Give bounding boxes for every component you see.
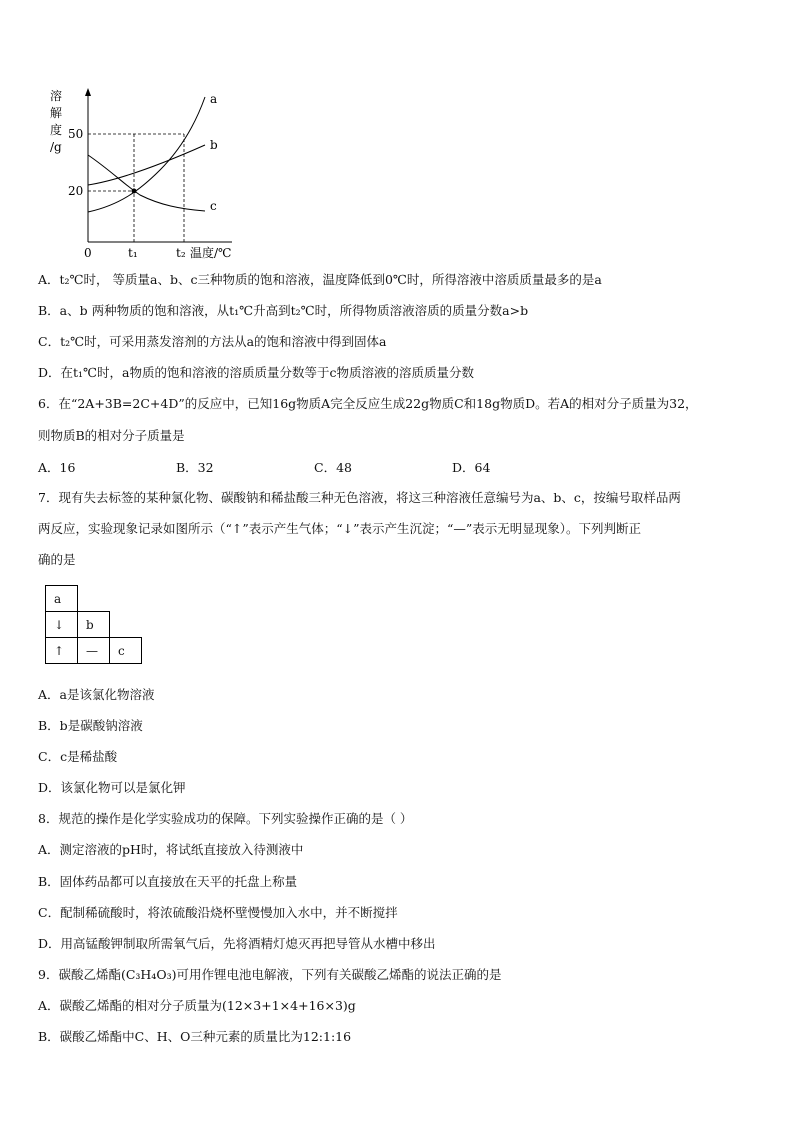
q7-stem-line2: 两反应，实验现象记录如图所示（“↑”表示产生气体；“↓”表示产生沉淀；“—”表示无明显现象）。下列判断正 [38,521,642,536]
y-tick-20: 20 [68,184,84,198]
curve-label-c: c [210,199,217,213]
curve-label-a: a [210,92,218,106]
cell-b: b [78,612,110,638]
cell-a: a [46,586,78,612]
curve-a [88,97,205,212]
q6-stem-line1: 6．在“2A+3B=2C+4D”的反应中，已知16g物质A完全反应生成22g物质C和18g物质D。若A的相对分子质量为32， [38,396,698,411]
q9-option-a: A．碳酸乙烯酯的相对分子质量为(12×3+1×4+16×3)g [38,998,356,1013]
q5-option-c: C．t₂℃时，可采用蒸发溶剂的方法从a的饱和溶液中得到固体a [38,334,387,349]
q7-stem-line1: 7．现有失去标签的某种氯化物、碳酸钠和稀盐酸三种无色溶液，将这三种溶液任意编号为a、b、c，按编号取样品两 [38,490,681,505]
y-label-1: 溶 [50,89,63,103]
curve-b [88,145,205,185]
x-tick-t2: t₂ [176,246,186,260]
q5-option-b: B．a、b 两种物质的饱和溶液，从t₁℃升高到t₂℃时，所得物质溶液溶质的质量分数a>b [38,303,529,318]
q7-stem-line3: 确的是 [38,552,76,567]
q8-option-d: D．用高锰酸钾制取所需氧气后，先将酒精灯熄灭再把导管从水槽中移出 [38,936,436,951]
curve-label-b: b [210,138,218,152]
q8-stem: 8．规范的操作是化学实验成功的保障。下列实验操作正确的是（ ） [38,811,413,826]
q8-option-a: A．测定溶液的pH时，将试纸直接放入待测液中 [38,842,304,857]
intersection-point [132,189,137,194]
q6-option-c: C．48 [314,460,352,475]
q7-option-b: B．b是碳酸钠溶液 [38,718,143,733]
q9-stem: 9．碳酸乙烯酯(C₃H₄O₃)可用作锂电池电解液，下列有关碳酸乙烯酯的说法正确的是 [38,967,502,982]
q7-option-a: A．a是该氯化物溶液 [38,687,155,702]
cell-ab: ↓ [46,612,78,638]
q6-option-b: B．32 [176,460,214,475]
y-axis-arrow [85,88,91,96]
x-tick-t1: t₁ [128,246,138,260]
solubility-graph [40,85,250,260]
cell-c: c [110,638,142,664]
y-label-2: 解 [50,106,63,120]
cell-ac: ↑ [46,638,78,664]
q7-option-d: D．该氯化物可以是氯化钾 [38,780,186,795]
q7-option-c: C．c是稀盐酸 [38,749,118,764]
y-tick-50: 50 [68,127,84,141]
x-tick-0: 0 [84,246,92,260]
y-label-3: 度 [50,123,63,137]
cell-bc: — [78,638,110,664]
q5-option-d: D．在t₁℃时，a物质的饱和溶液的溶质质量分数等于c物质溶液的溶质质量分数 [38,365,474,380]
q6-option-d: D．64 [452,460,491,475]
q5-option-a: A．t₂℃时， 等质量a、b、c三种物质的饱和溶液，温度降低到0℃时，所得溶液中溶质质量最多的是a [38,272,602,287]
q8-option-b: B．固体药品都可以直接放在天平的托盘上称量 [38,874,298,889]
x-axis-label: 温度/℃ [190,246,232,260]
q6-stem-line2: 则物质B的相对分子质量是 [38,428,185,443]
q8-option-c: C．配制稀硫酸时，将浓硫酸沿烧杯壁慢慢加入水中，并不断搅拌 [38,905,398,920]
q6-option-a: A．16 [38,460,76,475]
q9-option-b: B．碳酸乙烯酯中C、H、O三种元素的质量比为12:1:16 [38,1029,352,1044]
reaction-table [45,585,142,664]
y-label-4: /g [50,140,62,154]
